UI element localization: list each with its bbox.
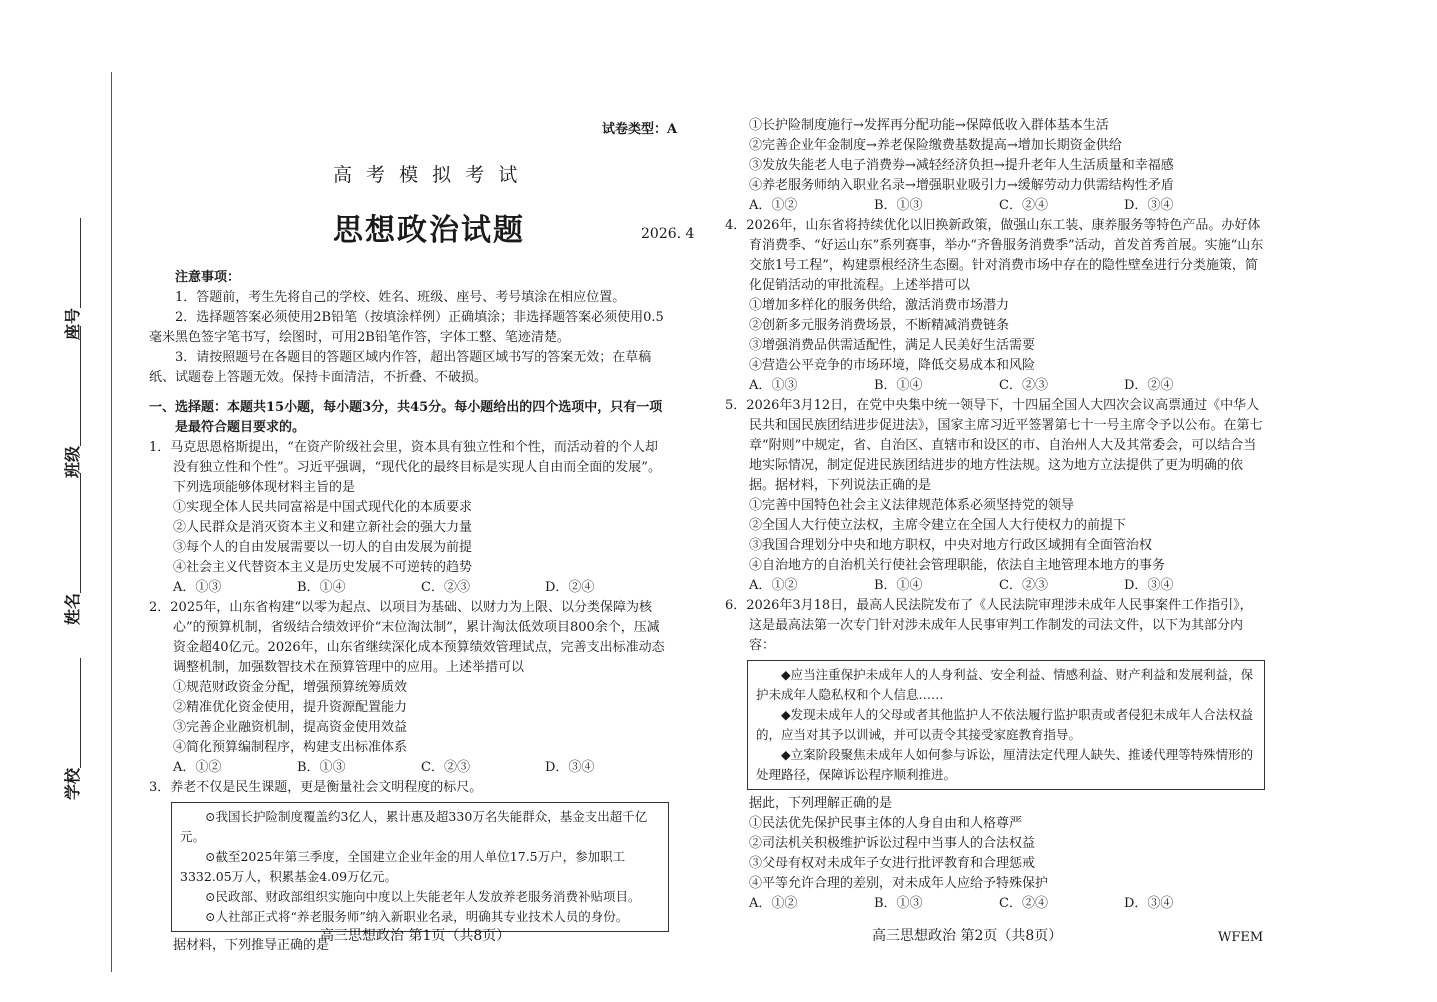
class-blank[interactable] — [66, 326, 81, 446]
q2-choice-b[interactable]: B．①③ — [297, 760, 346, 775]
q5-item-4: ④自治地方的自治机关行使社会管理职能，依法自主地管理本地方的事务 — [749, 558, 1166, 573]
q1-item-3: ③每个人的自由发展需要以一切人的自由发展为前提 — [173, 540, 473, 555]
page1-footer: 高三思想政治 第1页（共8页） — [320, 928, 511, 944]
q2-item-2: ②精准优化资金使用，提升资源配置能力 — [173, 700, 408, 715]
q4-choice-c[interactable]: C．②③ — [999, 378, 1048, 393]
school-label: 学校 — [63, 767, 82, 800]
exam-date: 2026. 4 — [641, 226, 695, 242]
seat-blank[interactable] — [66, 218, 81, 308]
q4-choice-a[interactable]: A．①③ — [749, 378, 798, 393]
q1-choice-b[interactable]: B．①④ — [297, 580, 346, 595]
q6-material-2: ◆发现未成年人的父母或者其他监护人不依法履行监护职责或者侵犯未成年人合法权益的，应当对其予以训诫，并可以责令其接受家庭教育指导。 — [756, 707, 1254, 742]
q5-choice-c[interactable]: C．②③ — [999, 578, 1048, 593]
q2-item-3: ③完善企业融资机制，提高资金使用效益 — [173, 720, 408, 735]
q3-choice-b[interactable]: B．①③ — [874, 198, 923, 213]
q6-material-3: ◆立案阶段聚焦未成年人如何参与诉讼，厘清法定代理人缺失、推诿代理等特殊情形的处理路径，保障诉讼程序顺利推进。 — [756, 747, 1254, 782]
q6-choice-c[interactable]: C．②④ — [999, 896, 1048, 911]
q3-material-3: ⊙民政部、财政部组织实施向中度以上失能老年人发放养老服务消费补贴项目。 — [205, 889, 641, 904]
q1-item-4: ④社会主义代替资本主义是历史发展不可逆转的趋势 — [173, 560, 473, 575]
q1-stem: 1．马克思恩格斯提出，“在资产阶级社会里，资本具有独立性和个性，而活动着的个人却没有独立性和个性”。习近平强调，“现代化的最终目标是实现人自由而全面的发展”。下列选项能够体现材料主旨的是 — [149, 440, 661, 495]
q3-material-2: ⊙截至2025年第三季度，全国建立企业年金的用人单位17.5万户，参加职工3332.05万人，积累基金4.09万亿元。 — [180, 849, 626, 884]
q2-item-4: ④简化预算编制程序，构建支出标准体系 — [173, 740, 408, 755]
q5-item-1: ①完善中国特色社会主义法律规范体系必须坚持党的领导 — [749, 498, 1075, 513]
q5-item-2: ②全国人大行使立法权，主席令建立在全国人大行使权力的前提下 — [749, 518, 1127, 533]
q1-choice-c[interactable]: C．②③ — [421, 580, 470, 595]
q2-item-1: ①规范财政资金分配，增强预算统筹质效 — [173, 680, 408, 695]
q4-item-3: ③增强消费品供需适配性，满足人民美好生活需要 — [749, 338, 1036, 353]
exam-name: 高 考 模 拟 考 试 — [333, 164, 522, 186]
name-blank[interactable] — [66, 473, 81, 593]
seat-field[interactable] — [60, 218, 83, 340]
q6-prompt: 据此，下列理解正确的是 — [749, 796, 893, 811]
q3-stem: 3．养老不仅是民生课题，更是衡量社会文明程度的标尺。 — [149, 780, 483, 795]
note-2: 2．选择题答案必须使用2B铅笔（按填涂样例）正确填涂；非选择题答案必须使用0.5毫米黑色签字笔书写，绘图时，可用2B铅笔作答，字体工整、笔迹清楚。 — [149, 310, 664, 345]
q4-choices — [725, 376, 1265, 396]
q3-choice-d[interactable]: D．③④ — [1124, 198, 1174, 213]
q6-choices — [725, 894, 1265, 914]
q3-choice-c[interactable]: C．②④ — [999, 198, 1048, 213]
q6-item-3: ③父母有权对未成年子女进行批评教育和合理惩戒 — [749, 856, 1036, 871]
q6-stem: 6．2026年3月18日，最高人民法院发布了《人民法院审理涉未成年人民事案件工作指引》，这是最高法第一次专门针对涉未成年人民事审判工作制发的司法文件，以下为其部分内容： — [725, 598, 1253, 653]
q2-choices — [149, 758, 669, 778]
q6-material-1: ◆应当注重保护未成年人的人身利益、安全利益、情感利益、财产利益和发展利益，保护未成年人隐私权和个人信息…… — [756, 667, 1254, 702]
page-title: 思想政治试题 — [333, 213, 525, 248]
page2-column — [725, 116, 1265, 914]
name-label: 姓名 — [63, 592, 82, 625]
paper-code: WFEM — [1218, 930, 1264, 945]
school-blank[interactable] — [66, 658, 81, 768]
q3-material-4: ⊙人社部正式将“养老服务师”纳入新职业名录，明确其专业技术人员的身份。 — [205, 909, 629, 924]
q3-item-1: ①长护险制度施行→发挥再分配功能→保障低收入群体基本生活 — [749, 118, 1109, 133]
q5-choices — [725, 576, 1265, 596]
q1-choice-d[interactable]: D．②④ — [545, 580, 595, 595]
binding-line — [111, 72, 112, 972]
note-3: 3．请按照题号在各题目的答题区域内作答，超出答题区域书写的答案无效；在草稿纸、试题卷上答题无效。保持卡面清洁，不折叠、不破损。 — [149, 350, 652, 385]
school-field[interactable] — [60, 658, 83, 800]
q2-choice-c[interactable]: C．②③ — [421, 760, 470, 775]
q3-item-4: ④养老服务师纳入职业名录→增强职业吸引力→缓解劳动力供需结构性矛盾 — [749, 178, 1174, 193]
q3-choice-a[interactable]: A．①② — [749, 198, 798, 213]
section-heading: 一、选择题：本题共15小题，每小题3分，共45分。每小题给出的四个选项中，只有一项是最符合题目要求的。 — [149, 400, 663, 435]
page1-column — [149, 268, 669, 956]
q6-item-4: ④平等允许合理的差别，对未成年人应给予特殊保护 — [749, 876, 1049, 891]
q6-item-1: ①民法优先保护民事主体的人身自由和人格尊严 — [749, 816, 1023, 831]
q2-stem: 2．2025年，山东省构建“以零为起点、以项目为基础、以财力为上限、以分类保障为核心”的预算机制，省级结合绩效评价“末位淘汰制”，累计淘汰低效项目800余个，压减资金超40亿元。2026年，山东省继续深化成本预算绩效管理试点，完善支出标准动态调整机制，加强数智技术在预算管理中的应用。上述举措可以 — [149, 600, 665, 675]
q1-choice-a[interactable]: A．①③ — [173, 580, 222, 595]
q3-prompt: 据材料，下列推导正确的是 — [173, 938, 330, 953]
q3-material-1: ⊙我国长护险制度覆盖约3亿人，累计惠及超330万名失能群众，基金支出超千亿元。 — [180, 809, 648, 844]
q1-item-2: ②人民群众是消灭资本主义和建立新社会的强大力量 — [173, 520, 473, 535]
q3-item-2: ②完善企业年金制度→养老保险缴费基数提高→增加长期资金供给 — [749, 138, 1122, 153]
q6-item-2: ②司法机关积极维护诉讼过程中当事人的合法权益 — [749, 836, 1036, 851]
class-field[interactable] — [60, 326, 83, 478]
q2-choice-d[interactable]: D．③④ — [545, 760, 595, 775]
note-1: 1．答题前，考生先将自己的学校、姓名、班级、座号、考号填涂在相应位置。 — [175, 290, 626, 305]
class-label: 班级 — [63, 445, 82, 478]
page2-footer: 高三思想政治 第2页（共8页） — [872, 928, 1063, 944]
q5-item-3: ③我国合理划分中央和地方职权，中央对地方行政区域拥有全面管治权 — [749, 538, 1153, 553]
q4-item-2: ②创新多元服务消费场景，不断精减消费链条 — [749, 318, 1010, 333]
q4-item-1: ①增加多样化的服务供给，激活消费市场潜力 — [749, 298, 1010, 313]
name-field[interactable] — [60, 473, 83, 625]
q6-choice-d[interactable]: D．③④ — [1124, 896, 1174, 911]
q4-stem: 4．2026年，山东省将持续优化以旧换新政策，做强山东工装、康养服务等特色产品。办好体育消费季、“好运山东”系列赛事，举办“齐鲁服务消费季”活动，首发首秀首展。实施“山东交旅1号工程”，构建票根经济生态圈。针对消费市场中存在的隐性壁垒进行分类施策，简化促销活动的审批流程。上述举措可以 — [725, 218, 1264, 293]
q3-choices — [725, 196, 1265, 216]
q4-choice-b[interactable]: B．①④ — [874, 378, 923, 393]
seat-label: 座号 — [63, 307, 82, 340]
q4-item-4: ④营造公平竞争的市场环境，降低交易成本和风险 — [749, 358, 1036, 373]
q5-choice-b[interactable]: B．①④ — [874, 578, 923, 593]
q5-choice-a[interactable]: A．①② — [749, 578, 798, 593]
q5-choice-d[interactable]: D．③④ — [1124, 578, 1174, 593]
q4-choice-d[interactable]: D．②④ — [1124, 378, 1174, 393]
q6-choice-a[interactable]: A．①② — [749, 896, 798, 911]
q3-item-3: ③发放失能老人电子消费券→减轻经济负担→提升老年人生活质量和幸福感 — [749, 158, 1174, 173]
paper-type: 试卷类型：A — [602, 122, 678, 137]
notes-title: 注意事项： — [175, 270, 241, 285]
q5-stem: 5．2026年3月12日，在党中央集中统一领导下，十四届全国人大四次会议高票通过《中华人民共和国民族团结进步促进法》，国家主席习近平签署第七十一号主席令予以公布。在第七章“附则”中规定，省、自治区、直辖市和设区的市、自治州人大及其常委会，可以结合当地实际情况，制定促进民族团结进步的地方性法规。这为地方立法提供了更为明确的依据。据材料，下列说法正确的是 — [725, 398, 1263, 493]
q6-material-box — [747, 660, 1265, 790]
q6-choice-b[interactable]: B．①③ — [874, 896, 923, 911]
q1-item-1: ①实现全体人民共同富裕是中国式现代化的本质要求 — [173, 500, 473, 515]
q1-choices — [149, 578, 669, 598]
q3-material-box — [171, 802, 669, 932]
q2-choice-a[interactable]: A．①② — [173, 760, 222, 775]
